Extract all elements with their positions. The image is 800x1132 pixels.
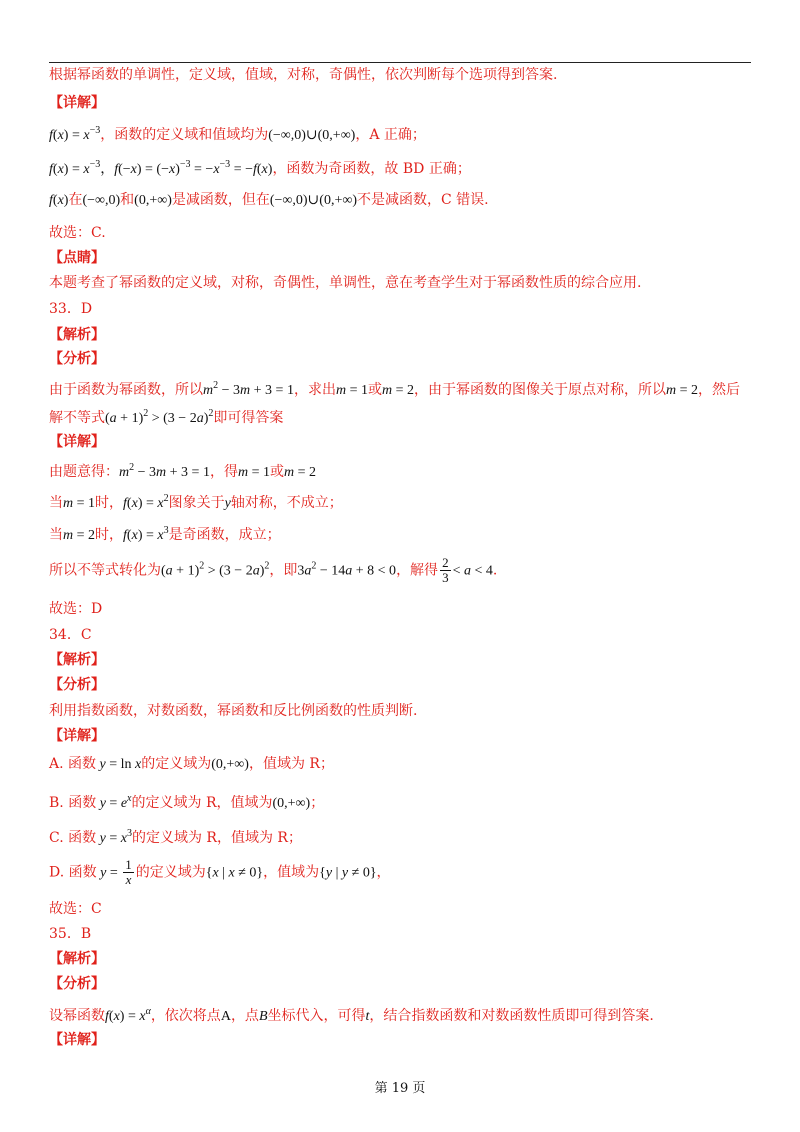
q34-option-d: D. 函数 y = $\frac{1}{x}$ 的定义域为{x | x ≠ 0}，值域为{y | y ≠ 0}， xyxy=(49,857,391,887)
sol32-answer: 故选：C. xyxy=(49,225,106,241)
q33-breakdown-tag: 【分析】 xyxy=(49,351,105,367)
header-rule xyxy=(49,62,751,63)
q34-answer: 故选：C xyxy=(49,901,102,917)
detail-tag: 【详解】 xyxy=(49,95,105,111)
q34-option-b: B. 函数 $y = e^x$的定义域为 R，值域为(0,+∞)； xyxy=(49,793,325,811)
q34-detail-tag: 【详解】 xyxy=(49,728,105,744)
q33-detail-line1: 由题意得：$m^2 - 3m + 3 = 1$，得m = 1或m = 2 xyxy=(49,462,317,480)
q34-breakdown-tag: 【分析】 xyxy=(49,677,105,693)
q33-detail-line4: 所以不等式转化为$(a + 1)^2 > (3 - 2a)^2$，即$3a^2 - 14a + 8 < 0$，解得 $\frac{2}{3}$ < a < 4. xyxy=(49,555,498,585)
q34-option-a: A. 函数 y = ln x的定义域为(0,+∞)，值域为 R； xyxy=(49,756,334,772)
q34-number: 34．C xyxy=(49,627,92,643)
q33-breakdown-line1: 由于函数为幂函数，所以$m^2 - 3m + 3 = 1$，求出m = 1或m = 2，由于幂函数的图像关于原点对称，所以m = 2，然后 xyxy=(49,380,741,398)
q33-breakdown-line2: 解不等式$(a + 1)^2 > (3 - 2a)^2$即可得答案 xyxy=(49,408,284,426)
q35-breakdown-line: 设幂函数$f(x) = x^\alpha$，依次将点A，点B坐标代入，可得t，结合指数函数和对数函数性质即可得到答案. xyxy=(49,1006,654,1024)
comment-tag: 【点睛】 xyxy=(49,250,105,266)
q35-breakdown-tag: 【分析】 xyxy=(49,976,105,992)
q33-number: 33．D xyxy=(49,301,93,317)
q33-detail-line2: 当m = 1时，$f(x) = x^2$图象关于y轴对称，不成立； xyxy=(49,493,343,511)
sol32-line1: $f(x) = x^{-3}$，函数的定义域和值域均为(−∞,0)∪(0,+∞)，A 正确； xyxy=(49,125,426,143)
q34-option-c: C. 函数 $y = x^3$的定义域为 R，值域为 R； xyxy=(49,828,302,846)
q33-detail-line3: 当m = 2时，$f(x) = x^3$是奇函数，成立； xyxy=(49,525,281,543)
q33-analysis-tag: 【解析】 xyxy=(49,327,105,343)
sol32-line2: $f(x) = x^{-3}$，$f(-x) = (-x)^{-3} = -x^{-3} = -f(x)$，函数为奇函数，故 BD 正确； xyxy=(49,159,471,177)
q33-answer: 故选：D xyxy=(49,601,103,617)
q35-detail-tag: 【详解】 xyxy=(49,1032,105,1048)
page-footer: 第 19 页 xyxy=(374,1081,426,1096)
q35-number: 35．B xyxy=(49,926,92,942)
intro-text: 根据幂函数的单调性，定义域，值域，对称，奇偶性，依次判断每个选项得到答案. xyxy=(49,67,558,83)
q34-analysis-text: 利用指数函数，对数函数，幂函数和反比例函数的性质判断. xyxy=(49,703,418,719)
sol32-comment: 本题考查了幂函数的定义域，对称，奇偶性，单调性，意在考查学生对于幂函数性质的综合应用. xyxy=(49,275,642,291)
q33-detail-tag: 【详解】 xyxy=(49,434,105,450)
q34-analysis-tag: 【解析】 xyxy=(49,652,105,668)
sol32-line3: f(x)在(−∞,0)和(0,+∞)是减函数，但在(−∞,0)∪(0,+∞)不是减函数，C 错误. xyxy=(49,192,489,208)
q35-analysis-tag: 【解析】 xyxy=(49,951,105,967)
